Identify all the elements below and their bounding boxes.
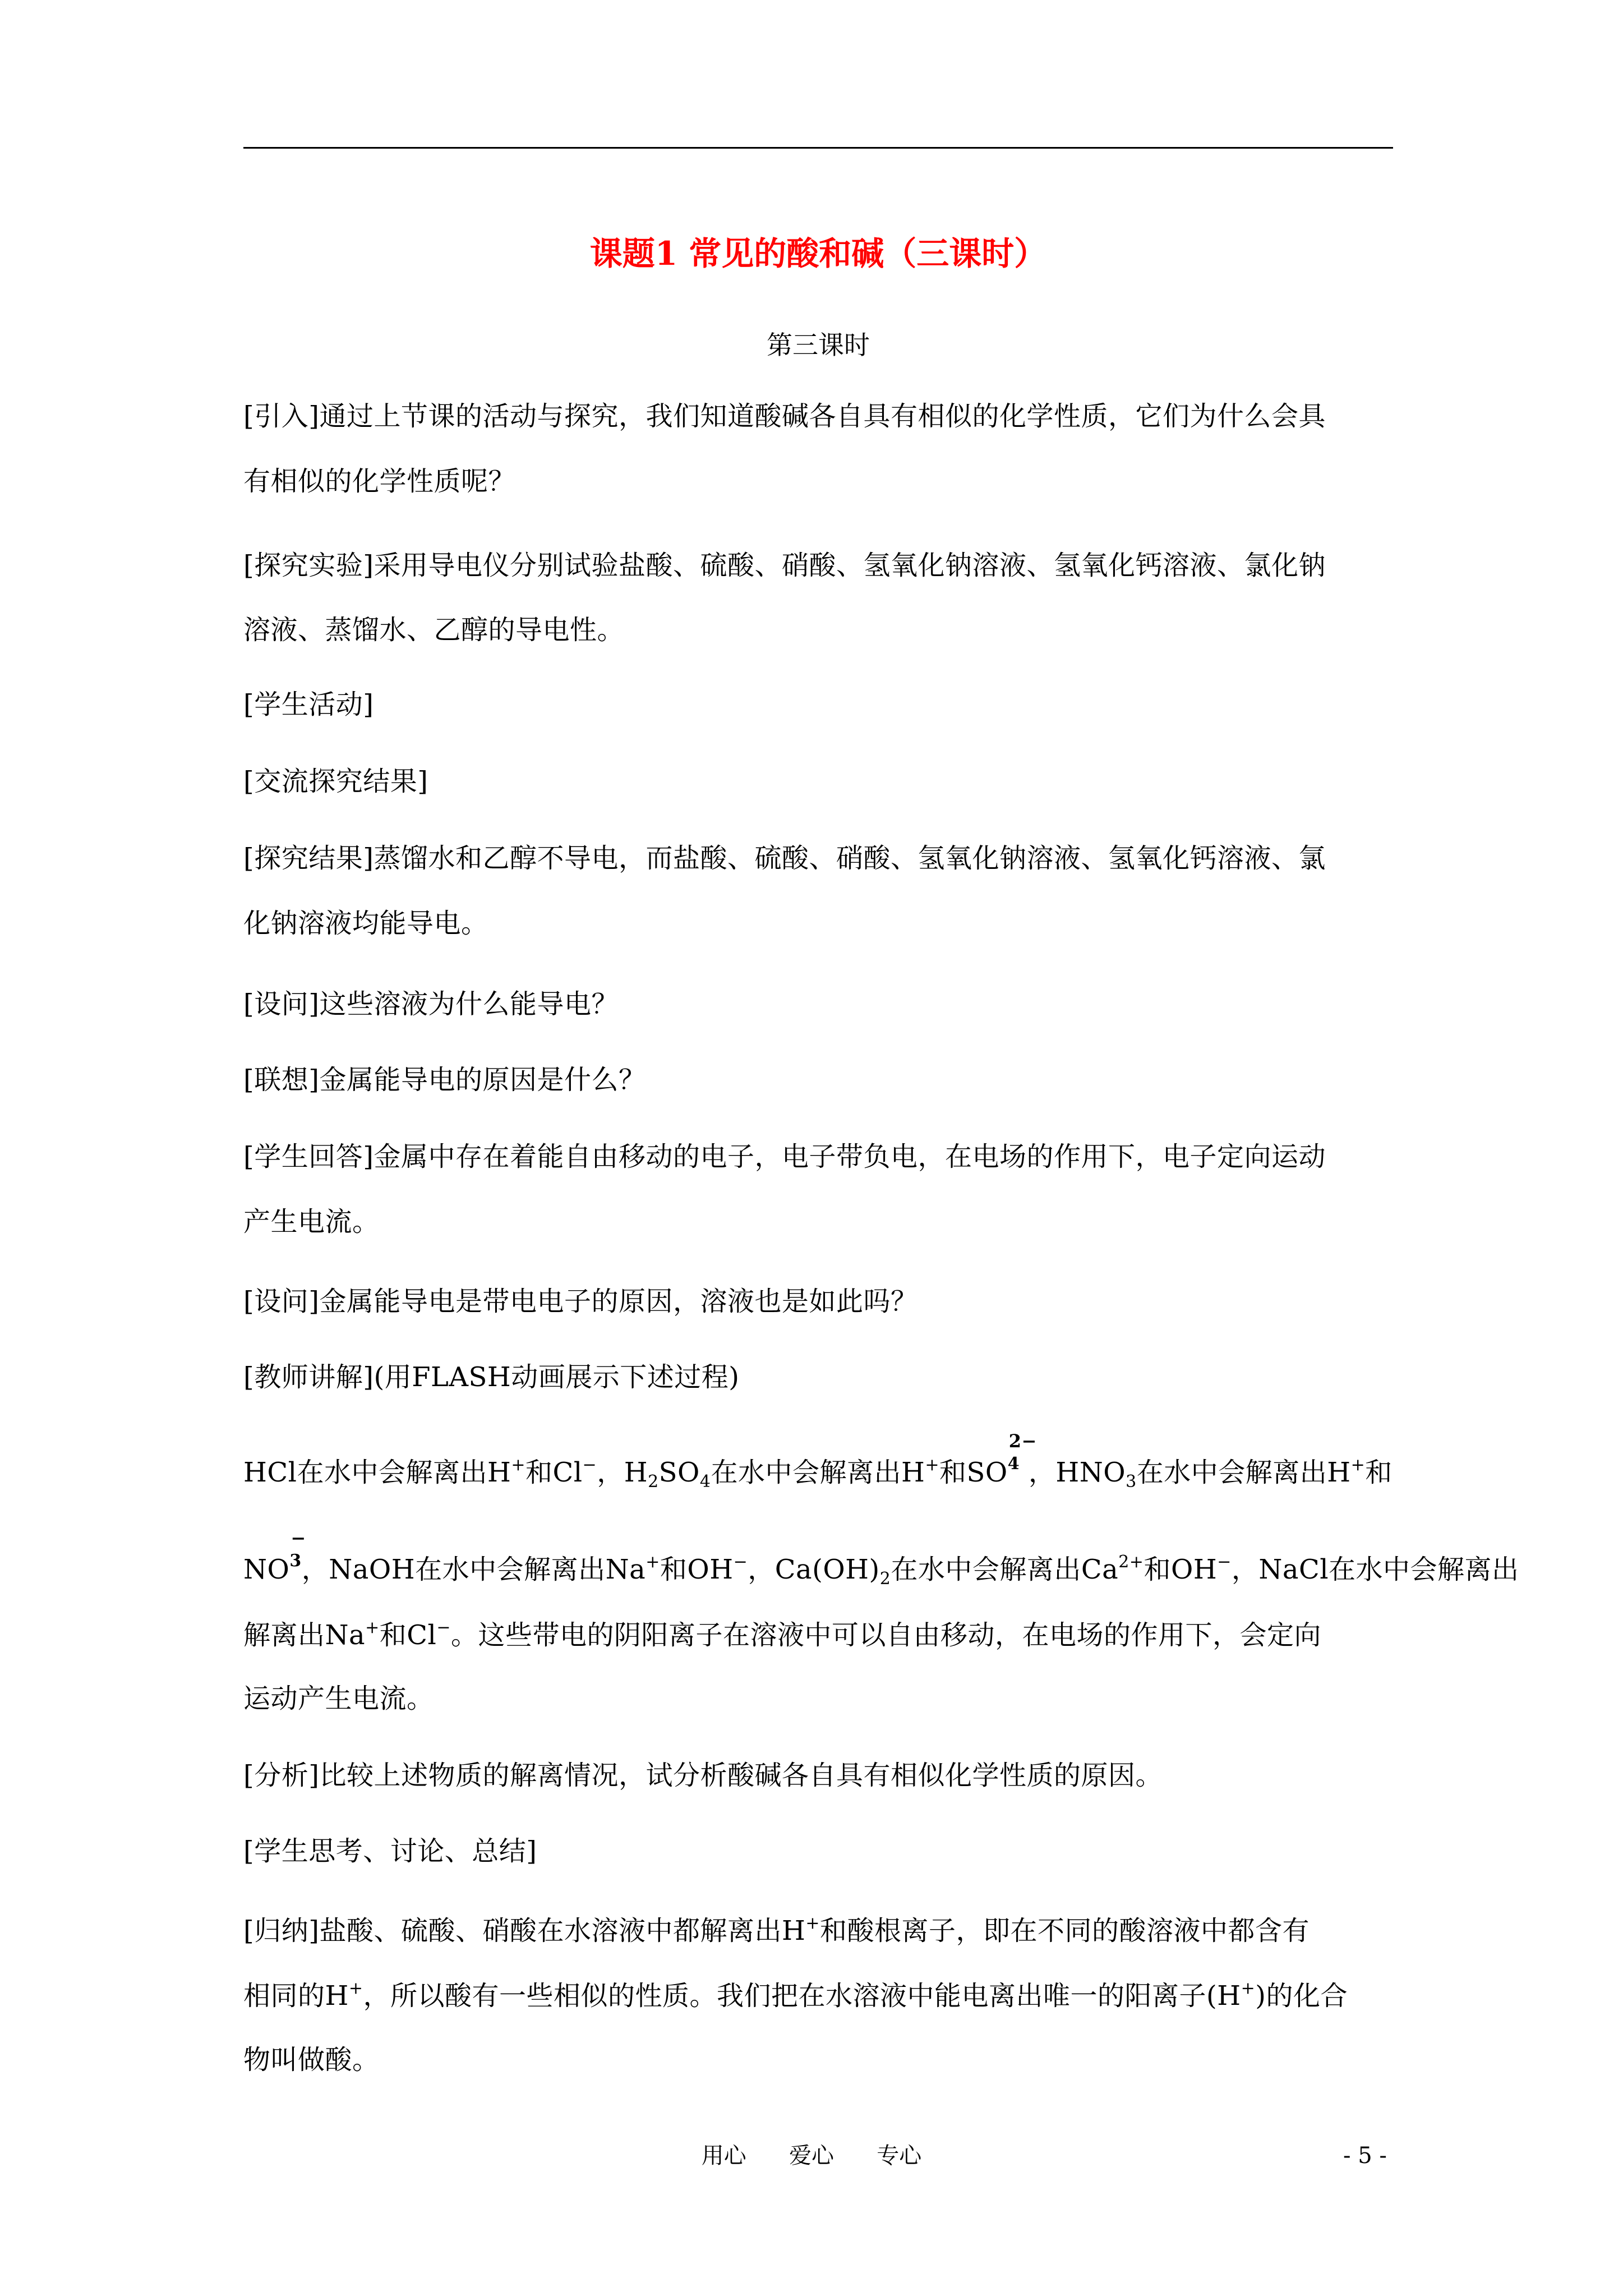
student-thinking: [学生思考、讨论、总结]	[243, 1835, 537, 1867]
ionization-line-3: 解离出Na+和Cl−。这些带电的阴阳离子在溶液中可以自由移动，在电场的作用下，会定向	[243, 1618, 1322, 1651]
intro-tag: [引入]	[243, 401, 320, 432]
student-answer-line-2: 产生电流。	[243, 1206, 380, 1237]
results-line-2: 化钠溶液均能导电。	[243, 908, 488, 939]
exchange-results: [交流探究结果]	[243, 766, 428, 797]
summary-line-1: [归纳]盐酸、硫酸、硝酸在水溶液中都解离出H+和酸根离子，即在不同的酸溶液中都含有	[243, 1913, 1310, 1947]
ionization-line-2: NO − $^3$，NaOH在水中会解离出Na+和OH−，$Ca(OH)_2$在水中会解离出$Ca^{2+}$和OH−，NaCl在水中会解离出	[243, 1553, 1519, 1590]
student-answer-line-1: [学生回答]金属中存在着能自由移动的电子，电子带负电，在电场的作用下，电子定向运动	[243, 1141, 1326, 1172]
summary-line-2: 相同的H+，所以酸有一些相似的性质。我们把在水溶液中能电离出唯一的阳离子(H+)的化合	[243, 1978, 1348, 2012]
experiment-tag: [探究实验]	[243, 550, 374, 581]
page-title: 课题1 常见的酸和碱（三课时）	[589, 234, 1047, 273]
student-activity: [学生活动]	[243, 689, 374, 720]
page-number: - 5 -	[1343, 2143, 1387, 2169]
results-line-1: [探究结果]蒸馏水和乙醇不导电，而盐酸、硫酸、硝酸、氢氧化钠溶液、氢氧化钙溶液、氯	[243, 843, 1326, 874]
results-tag: [探究结果]	[243, 843, 374, 874]
summary-line-3: 物叫做酸。	[243, 2044, 380, 2076]
association: [联想]金属能导电的原因是什么？	[243, 1064, 646, 1096]
footer-motto: 用心 爱心 专心	[701, 2143, 922, 2169]
experiment-line-1: [探究实验]采用导电仪分别试验盐酸、硫酸、硝酸、氢氧化钠溶液、氢氧化钙溶液、氯化钠	[243, 550, 1326, 581]
teacher-explain: [教师讲解](用FLASH动画展示下述过程)	[243, 1361, 740, 1393]
header-rule	[243, 147, 1393, 149]
experiment-line-2: 溶液、蒸馏水、乙醇的导电性。	[243, 614, 625, 646]
intro-line-2: 有相似的化学性质呢？	[243, 466, 516, 497]
sulfate-ion: 2− $^4$	[1007, 1430, 1037, 1474]
analysis: [分析]比较上述物质的解离情况，试分析酸碱各自具有相似化学性质的原因。	[243, 1760, 1163, 1791]
ionization-line-4: 运动产生电流。	[243, 1683, 434, 1714]
intro-line-1: [引入]通过上节课的活动与探究，我们知道酸碱各自具有相似的化学性质，它们为什么会具	[243, 401, 1326, 432]
ionization-line-1: HCl在水中会解离出H+和Cl−，$H_2SO_4$在水中会解离出H+和SO 2− $^4$ ，$HNO_3$在水中会解离出H+和	[243, 1456, 1393, 1493]
page-subtitle: 第三课时	[767, 330, 870, 360]
question-2: [设问]金属能导电是带电电子的原因，溶液也是如此吗？	[243, 1286, 918, 1317]
question-1: [设问]这些溶液为什么能导电？	[243, 988, 619, 1020]
nitrate-ion: − $^3$	[289, 1527, 306, 1571]
